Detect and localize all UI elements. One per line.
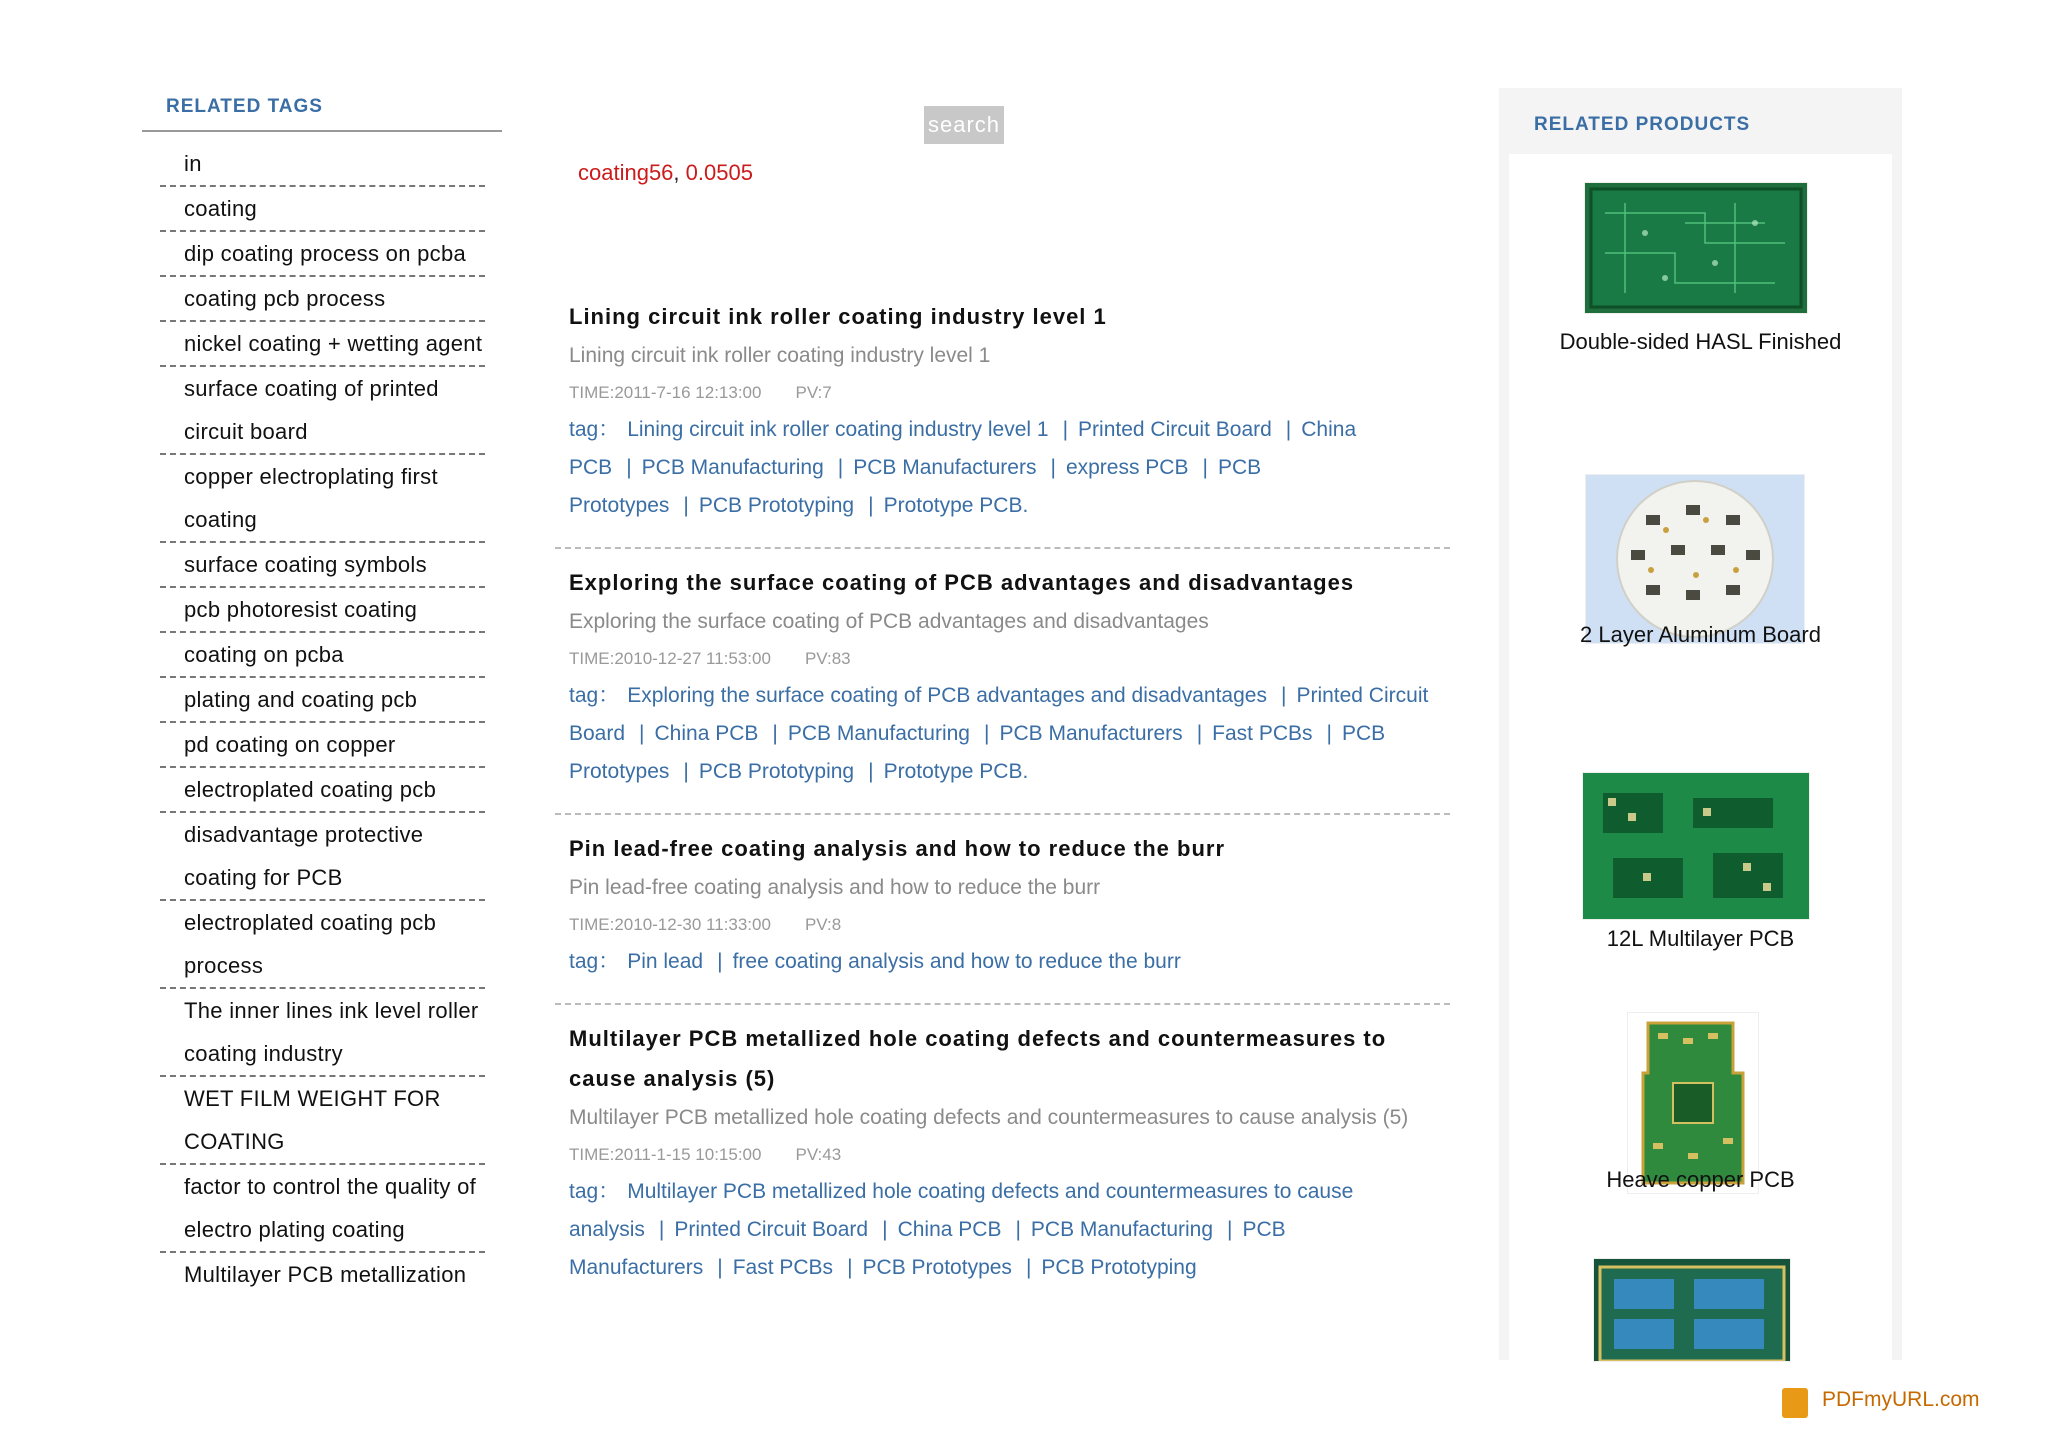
related-products-title: RELATED PRODUCTS [1534, 114, 1751, 135]
related-tag-link[interactable]: electroplated coating pcb process [160, 901, 485, 989]
tag-separator: | [868, 494, 874, 517]
keyword-separator: , [673, 160, 680, 185]
tag-separator: | [1025, 1256, 1032, 1279]
related-tag-link[interactable]: surface coating of printed circuit board [160, 367, 485, 455]
article-tag-link[interactable]: PCB Prototypes [862, 1256, 1012, 1279]
article-time: TIME:2011-1-15 10:15:00 [569, 1145, 762, 1164]
article-pageviews: PV:8 [804, 915, 842, 934]
article-meta [569, 1137, 1436, 1173]
product-name[interactable]: 2 Layer Aluminum Board [1580, 622, 1821, 647]
related-tag-link[interactable]: disadvantage protective coating for PCB [160, 813, 485, 901]
article-meta [569, 907, 1436, 943]
product-image[interactable] [1593, 1258, 1791, 1362]
related-tag-link[interactable]: in [160, 142, 485, 187]
tag-label: tag： [569, 418, 620, 441]
article-tag-link[interactable]: Prototype PCB. [883, 760, 1029, 783]
article-title-link[interactable]: Exploring the surface coating of PCB advantages and disadvantages [569, 570, 1355, 595]
article-tags [569, 411, 1436, 525]
product-image[interactable] [1584, 182, 1808, 314]
article-tag-link[interactable]: Lining circuit ink roller coating industry level 1 [627, 418, 1049, 441]
tag-separator: | [1015, 1218, 1021, 1241]
article-title-link[interactable]: Pin lead-free coating analysis and how to reduce the burr [569, 836, 1226, 861]
pdfmyurl-logo-icon [1782, 1388, 1808, 1418]
article-item [555, 815, 1450, 1005]
article-meta [569, 641, 1436, 677]
article-tag-link[interactable]: PCB Manufacturers [999, 722, 1183, 745]
related-tag-link[interactable]: coating on pcba [160, 633, 485, 678]
related-tag-link[interactable]: pd coating on copper [160, 723, 485, 768]
article-description: Multilayer PCB metallized hole coating defects and countermeasures to cause analysis (5) [569, 1106, 1409, 1129]
article-tag-link[interactable]: Prototype PCB. [883, 494, 1029, 517]
article-tags [569, 677, 1436, 791]
article-tag-link[interactable]: PCB Manufacturers [569, 1218, 1286, 1279]
keyword-link[interactable]: 0.0505 [685, 160, 753, 185]
tag-separator: | [626, 456, 632, 479]
article-tag-link[interactable]: Printed Circuit Board [1078, 418, 1272, 441]
related-tag-link[interactable]: surface coating symbols [160, 543, 485, 588]
tag-separator: | [847, 1256, 853, 1279]
tag-separator: | [837, 456, 844, 479]
tag-separator: | [658, 1218, 665, 1241]
article-title-link[interactable]: Multilayer PCB metallized hole coating defects and countermeasures to cause analysis (5) [569, 1026, 1387, 1091]
related-tag-link[interactable]: coating [160, 187, 485, 232]
article-tag-link[interactable]: Pin lead [627, 950, 704, 973]
tag-label: tag： [569, 1180, 620, 1203]
related-tags-title: RELATED TAGS [142, 96, 502, 132]
related-tag-link[interactable]: nickel coating + wetting agent [160, 322, 485, 367]
product-image[interactable] [1582, 772, 1810, 920]
article-item [555, 549, 1450, 815]
tag-separator: | [1202, 456, 1208, 479]
article-description: Exploring the surface coating of PCB advantages and disadvantages [569, 610, 1209, 633]
tag-separator: | [639, 722, 645, 745]
related-tags-section [142, 96, 502, 1296]
related-tag-link[interactable]: electroplated coating pcb [160, 768, 485, 813]
product-name[interactable]: Heave copper PCB [1606, 1167, 1795, 1192]
article-tag-link[interactable]: PCB Prototyping [1041, 1256, 1197, 1279]
related-tag-link[interactable]: coating pcb process [160, 277, 485, 322]
article-tag-link[interactable]: PCB Prototypes [569, 722, 1386, 783]
article-tags [569, 943, 1436, 981]
article-tag-link[interactable]: Printed Circuit Board [569, 684, 1429, 745]
related-tag-link[interactable]: factor to control the quality of electro plating coating [160, 1165, 485, 1253]
tag-separator: | [1227, 1218, 1233, 1241]
article-time: TIME:2010-12-30 11:33:00 [569, 915, 771, 934]
related-tag-link[interactable]: dip coating process on pcba [160, 232, 485, 277]
article-pageviews: PV:7 [795, 383, 832, 402]
article-description: Pin lead-free coating analysis and how to reduce the burr [569, 876, 1101, 899]
tag-separator: | [1285, 418, 1292, 441]
article-tag-link[interactable]: PCB Manufacturing [787, 722, 970, 745]
related-tags-list [160, 142, 485, 1296]
article-pageviews: PV:83 [804, 649, 851, 668]
related-tag-link[interactable]: copper electroplating first coating [160, 455, 485, 543]
article-tag-link[interactable]: Printed Circuit Board [674, 1218, 869, 1241]
tag-separator: | [772, 722, 778, 745]
related-products-section [1499, 88, 1902, 1360]
tag-separator: | [1280, 684, 1287, 707]
article-time: TIME:2010-12-27 11:53:00 [569, 649, 771, 668]
related-tag-link[interactable]: Multilayer PCB metallization [184, 1262, 467, 1287]
tag-separator: | [1062, 418, 1069, 441]
tag-separator: | [683, 760, 689, 783]
article-tag-link[interactable]: Fast PCBs [1212, 722, 1313, 745]
product-name[interactable]: 12L Multilayer PCB [1606, 926, 1795, 951]
related-products-panel [1509, 154, 1892, 1360]
article-tag-link[interactable]: China PCB [654, 722, 759, 745]
article-time: TIME:2011-7-16 12:13:00 [569, 383, 762, 402]
tag-separator: | [882, 1218, 888, 1241]
article-tag-link[interactable]: PCB Manufacturing [1030, 1218, 1214, 1241]
search-keywords [578, 160, 753, 186]
tag-separator: | [868, 760, 874, 783]
article-tag-link[interactable]: PCB Prototyping [698, 494, 855, 517]
article-tag-link[interactable]: Fast PCBs [732, 1256, 834, 1279]
search-button[interactable]: search [924, 106, 1004, 144]
article-tag-link[interactable]: Multilayer PCB metallized hole coating defects and countermeasures to cause analysis [569, 1180, 1354, 1241]
article-title-link[interactable]: Lining circuit ink roller coating industry level 1 [569, 304, 1107, 329]
article-tag-link[interactable]: China PCB [897, 1218, 1002, 1241]
keyword-link[interactable]: coating56 [578, 160, 674, 185]
related-tag-link[interactable]: The inner lines ink level roller coating industry [160, 989, 485, 1077]
article-tag-link[interactable]: PCB Manufacturers [853, 456, 1037, 479]
article-list [555, 283, 1450, 1309]
article-tag-link[interactable]: Exploring the surface coating of PCB advantages and disadvantages [627, 684, 1267, 707]
article-item [555, 1005, 1450, 1309]
article-description: Lining circuit ink roller coating industry level 1 [569, 344, 991, 367]
tag-label: tag： [569, 950, 620, 973]
tag-separator: | [1326, 722, 1332, 745]
related-tag-link[interactable]: plating and coating pcb [160, 678, 485, 723]
article-pageviews: PV:43 [795, 1145, 842, 1164]
article-tag-link[interactable]: PCB Prototyping [698, 760, 855, 783]
related-tag-link[interactable]: WET FILM WEIGHT FOR COATING [160, 1077, 485, 1165]
tag-separator: | [717, 1256, 723, 1279]
article-meta [569, 375, 1436, 411]
article-tag-link[interactable]: PCB Manufacturing [641, 456, 824, 479]
related-tag-link[interactable]: pcb photoresist coating [160, 588, 485, 633]
tag-separator: | [1196, 722, 1203, 745]
tag-separator: | [983, 722, 990, 745]
article-item [555, 283, 1450, 549]
article-tags [569, 1173, 1436, 1287]
article-tag-link[interactable]: free coating analysis and how to reduce the burr [732, 950, 1181, 973]
article-tag-link[interactable]: PCB Prototypes [569, 456, 1262, 517]
tag-separator: | [683, 494, 689, 517]
article-tag-link[interactable]: express PCB [1065, 456, 1189, 479]
tag-label: tag： [569, 684, 620, 707]
tag-separator: | [1050, 456, 1056, 479]
product-name[interactable]: Double-sided HASL Finished [1559, 329, 1842, 354]
article-tag-link[interactable]: China PCB [569, 418, 1357, 479]
tag-separator: | [717, 950, 723, 973]
pdfmyurl-brand[interactable]: PDFmyURL.com [1822, 1388, 1980, 1411]
